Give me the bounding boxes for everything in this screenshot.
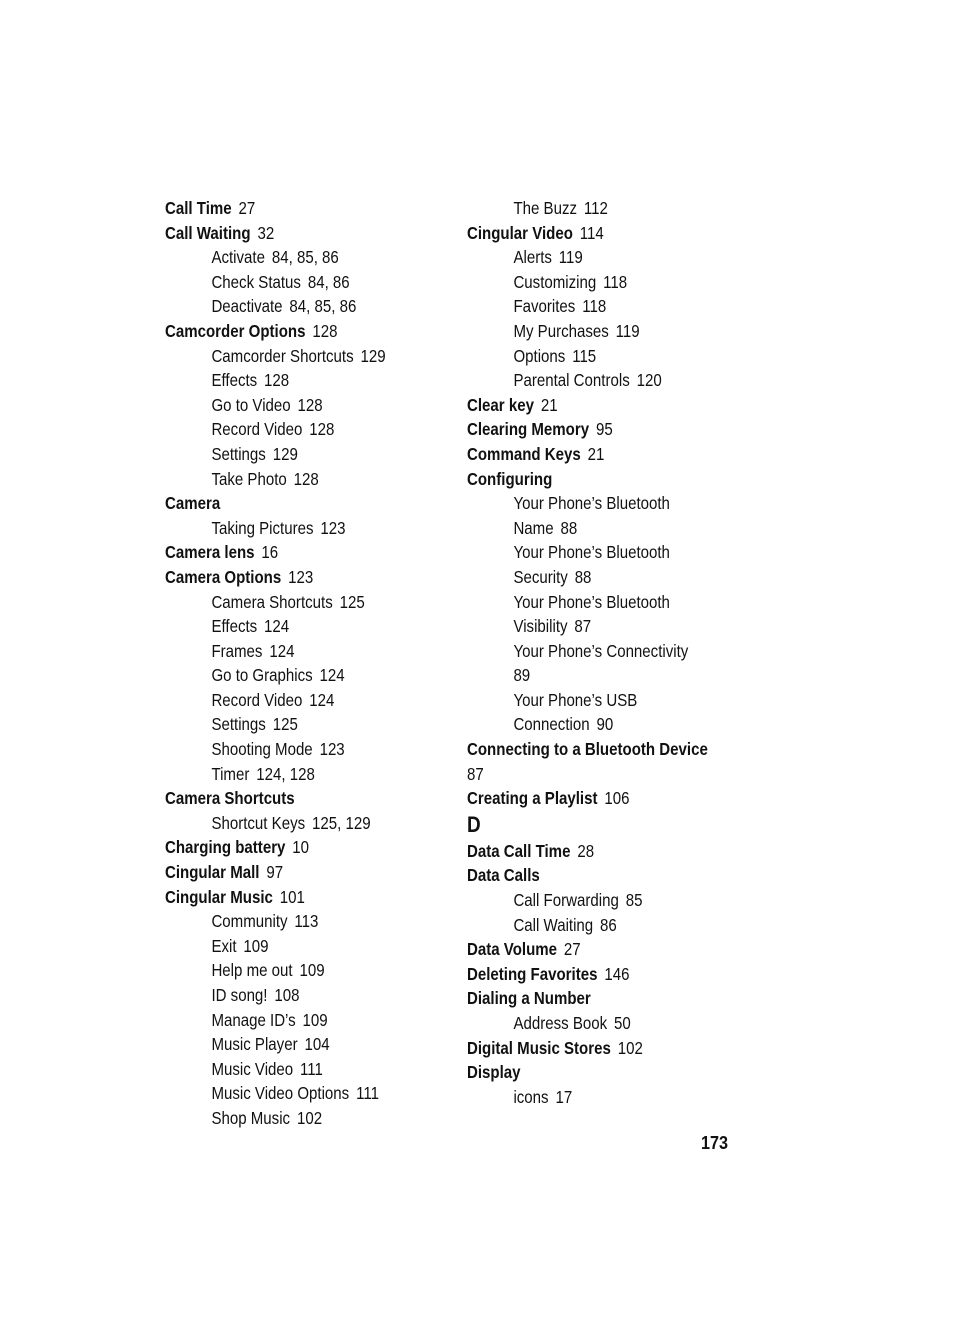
index-page-refs: 90	[596, 714, 614, 735]
index-page-refs: 10	[292, 837, 310, 858]
index-entry	[467, 393, 725, 418]
index-page-refs: 112	[583, 198, 608, 218]
index-term: Options	[513, 345, 566, 366]
index-term: Customizing	[513, 271, 597, 292]
index-term: Security	[513, 566, 568, 587]
index-term: icons	[513, 1086, 549, 1107]
index-term: Timer	[211, 763, 250, 784]
index-subentry	[467, 491, 725, 516]
index-subentry	[165, 983, 414, 1008]
index-page-refs: 114	[579, 222, 604, 243]
index-subentry	[467, 712, 725, 737]
index-page-refs: 109	[302, 1009, 328, 1030]
index-subentry	[165, 294, 414, 319]
index-subentry	[165, 245, 414, 270]
index-term: Effects	[211, 370, 258, 391]
index-subentry	[165, 442, 414, 467]
index-term: Your Phone’s Bluetooth	[513, 591, 670, 612]
index-page-refs: 111	[300, 1058, 323, 1079]
index-term: Music Video Options	[211, 1083, 350, 1104]
index-page-refs: 124	[264, 616, 290, 637]
index-subentry	[165, 368, 414, 393]
index-term: Call Time	[165, 198, 232, 218]
index-entry	[165, 196, 414, 221]
index-term: Deleting Favorites	[467, 963, 598, 984]
index-term: Favorites	[513, 296, 576, 317]
index-subentry	[165, 1106, 414, 1131]
index-subentry	[467, 1085, 725, 1110]
index-page-refs: 28	[577, 840, 595, 861]
index-subentry	[165, 614, 414, 639]
index-subentry	[467, 1011, 725, 1036]
index-term: 89	[513, 665, 531, 686]
index-term: Connecting to a Bluetooth Device	[467, 739, 708, 760]
index-page-refs: 101	[279, 886, 305, 907]
index-subentry	[165, 590, 414, 615]
index-term: Call Forwarding	[513, 890, 619, 911]
index-term: Your Phone’s Bluetooth	[513, 542, 670, 563]
index-term: The Buzz	[513, 198, 578, 218]
index-term: Camera	[165, 493, 221, 514]
index-page-refs: 84, 85, 86	[271, 247, 339, 268]
index-term: Connection	[513, 714, 590, 735]
index-term: Take Photo	[211, 468, 287, 489]
index-term: Music Player	[211, 1034, 298, 1055]
index-term: Call Waiting	[513, 914, 594, 935]
index-page-refs: 88	[560, 517, 578, 538]
index-entry	[467, 962, 725, 987]
index-column-right	[467, 196, 767, 1109]
index-subentry	[165, 811, 414, 836]
index-term: Data Volume	[467, 939, 558, 960]
index-entry	[467, 937, 725, 962]
index-term: Frames	[211, 640, 263, 661]
index-page-refs: 113	[294, 911, 319, 932]
index-subentry	[165, 344, 414, 369]
index-entry	[165, 540, 414, 565]
index-subentry	[165, 737, 414, 762]
index-term: 87	[467, 763, 484, 784]
index-page-refs: 115	[572, 345, 597, 366]
index-subentry	[165, 934, 414, 959]
index-entry	[165, 860, 414, 885]
index-subentry	[165, 712, 414, 737]
index-column-left	[165, 196, 455, 1131]
index-subentry	[467, 344, 725, 369]
index-subentry	[467, 590, 725, 615]
index-term: Settings	[211, 443, 266, 464]
index-entry	[467, 737, 725, 762]
index-term: Camera lens	[165, 542, 255, 563]
index-term: Manage ID’s	[211, 1009, 296, 1030]
index-term: Configuring	[467, 468, 553, 489]
index-term: Alerts	[513, 247, 552, 268]
index-entry	[165, 885, 414, 910]
index-page-refs: 125	[339, 591, 365, 612]
index-term: Creating a Playlist	[467, 788, 598, 809]
index-subentry	[165, 958, 414, 983]
index-subentry	[467, 639, 725, 664]
index-subentry	[165, 467, 414, 492]
index-page-refs: 109	[299, 960, 325, 981]
index-entry	[467, 839, 725, 864]
index-term: Visibility	[513, 616, 568, 637]
index-page-refs: 102	[296, 1107, 323, 1128]
index-entry	[467, 467, 725, 492]
index-page-refs: 146	[604, 963, 630, 984]
index-term: Camcorder Options	[165, 320, 306, 341]
index-page-refs: 32	[257, 222, 275, 243]
index-term: Dialing a Number	[467, 988, 591, 1009]
index-page-refs: 128	[264, 370, 290, 391]
index-page-refs: 128	[309, 419, 335, 440]
index-entry	[165, 319, 414, 344]
index-entry	[467, 986, 725, 1011]
index-entry	[165, 221, 414, 246]
index-subentry	[467, 270, 725, 295]
index-term: Your Phone’s Connectivity	[513, 640, 689, 661]
index-subentry	[467, 888, 725, 913]
index-subentry	[165, 1057, 414, 1082]
index-page-refs: 123	[288, 566, 314, 587]
index-term: Community	[211, 911, 288, 932]
index-entry	[165, 786, 414, 811]
index-page-refs: 97	[266, 862, 284, 883]
index-term: Deactivate	[211, 296, 283, 317]
index-entry	[165, 565, 414, 590]
index-subentry	[165, 393, 414, 418]
index-page-refs: 84, 86	[307, 271, 350, 292]
index-page-refs: 123	[320, 517, 346, 538]
index-term: Cingular Video	[467, 222, 573, 243]
index-subentry	[165, 909, 414, 934]
index-term: Data Calls	[467, 865, 540, 886]
index-subentry	[165, 639, 414, 664]
index-entry	[467, 221, 725, 246]
index-page-refs: 88	[574, 566, 592, 587]
index-term: Exit	[211, 935, 237, 956]
index-term: Shop Music	[211, 1107, 291, 1128]
index-term: Camera Shortcuts	[211, 591, 333, 612]
index-subentry	[165, 270, 414, 295]
index-term: Record Video	[211, 689, 303, 710]
index-page-refs: 50	[614, 1013, 631, 1033]
index-entry	[467, 863, 725, 888]
index-subentry	[165, 1032, 414, 1057]
index-term: Shooting Mode	[211, 739, 313, 760]
index-subentry	[467, 319, 725, 344]
index-page-refs: 118	[603, 271, 628, 292]
index-term: Go to Video	[211, 394, 291, 415]
index-entry	[467, 417, 725, 442]
index-subentry	[467, 368, 725, 393]
index-page-refs: 129	[360, 345, 386, 366]
index-subentry	[467, 614, 725, 639]
index-subentry	[467, 294, 725, 319]
index-page-refs: 118	[582, 296, 607, 317]
index-entry	[467, 1036, 725, 1061]
index-entry	[467, 786, 725, 811]
index-term: Data Call Time	[467, 840, 571, 861]
index-subentry	[165, 688, 414, 713]
index-page-refs: 21	[540, 394, 558, 415]
index-subentry	[165, 762, 414, 787]
index-term: Settings	[211, 714, 266, 735]
index-term: Display	[467, 1062, 521, 1083]
index-page-refs: 120	[636, 370, 662, 391]
index-page-refs: 95	[595, 419, 613, 440]
index-term: Clearing Memory	[467, 419, 590, 440]
index-subentry	[165, 1008, 414, 1033]
index-subentry	[467, 196, 725, 221]
index-term: D	[467, 811, 481, 837]
index-entry	[467, 1060, 725, 1085]
index-subentry	[467, 565, 725, 590]
index-page-refs: 123	[319, 739, 345, 760]
index-term: ID song!	[211, 985, 268, 1005]
index-page-refs: 106	[604, 788, 630, 809]
index-subentry	[467, 245, 725, 270]
index-page-refs: 125, 129	[312, 812, 371, 833]
index-term: Name	[513, 517, 554, 538]
index-term: Cingular Music	[165, 886, 273, 907]
index-entry	[467, 442, 725, 467]
index-page-refs: 21	[587, 443, 605, 464]
index-term: Effects	[211, 616, 258, 637]
index-letter-heading	[467, 811, 725, 839]
index-term: Your Phone’s USB	[513, 689, 638, 710]
index-term: Clear key	[467, 394, 534, 415]
page-number: 173	[701, 1133, 729, 1153]
index-entry	[165, 835, 414, 860]
index-term: Go to Graphics	[211, 665, 313, 686]
index-page-refs: 108	[274, 985, 300, 1005]
index-page-refs: 84, 85, 86	[289, 296, 357, 317]
index-page-refs: 111	[356, 1083, 379, 1104]
index-page-refs: 124	[319, 665, 345, 686]
index-term: Taking Pictures	[211, 517, 314, 538]
index-page-refs: 102	[617, 1037, 643, 1058]
index-page-refs: 17	[555, 1086, 573, 1107]
index-page-refs: 128	[293, 468, 319, 489]
index-page-refs: 85	[625, 890, 643, 911]
index-term: Address Book	[513, 1013, 608, 1033]
index-term: Camera Options	[165, 566, 282, 587]
index-term: Record Video	[211, 419, 303, 440]
index-page-refs: 27	[563, 939, 581, 960]
index-page-refs: 128	[312, 320, 338, 341]
index-term: Charging battery	[165, 837, 286, 858]
index-subentry	[165, 417, 414, 442]
index-subentry	[467, 663, 725, 688]
index-term: Command Keys	[467, 443, 581, 464]
index-page-refs: 119	[615, 320, 640, 341]
index-entry	[165, 491, 414, 516]
index-subentry	[467, 688, 725, 713]
index-term: Your Phone’s Bluetooth	[513, 493, 670, 514]
index-page-refs: 86	[600, 914, 617, 935]
index-subentry	[165, 1081, 414, 1106]
index-page-refs: 128	[297, 394, 323, 415]
index-subentry	[467, 913, 725, 938]
index-page-refs: 16	[261, 542, 279, 563]
index-term: My Purchases	[513, 320, 609, 341]
index-subentry	[467, 540, 725, 565]
index-page-refs: 129	[272, 443, 298, 464]
index-subentry	[165, 663, 414, 688]
index-term: Cingular Mall	[165, 862, 260, 883]
index-term: Shortcut Keys	[211, 812, 306, 833]
index-term: Parental Controls	[513, 370, 630, 391]
index-page-refs: 109	[243, 935, 269, 956]
index-page-refs: 87	[574, 616, 592, 637]
index-subentry	[467, 516, 725, 541]
index-term: Camera Shortcuts	[165, 788, 295, 809]
index-term: Music Video	[211, 1058, 294, 1079]
index-page-refs: 119	[558, 247, 583, 268]
index-page-refs: 124	[269, 640, 295, 661]
index-term: Call Waiting	[165, 222, 251, 243]
index-term: Check Status	[211, 271, 301, 292]
index-term: Activate	[211, 247, 265, 268]
index-page-refs: 104	[304, 1034, 330, 1055]
index-term: Camcorder Shortcuts	[211, 345, 354, 366]
index-entry	[467, 762, 725, 787]
index-term: Digital Music Stores	[467, 1037, 611, 1058]
index-subentry	[165, 516, 414, 541]
index-page-refs: 27	[238, 198, 256, 218]
index-page-refs: 124, 128	[256, 763, 315, 784]
index-page-refs: 125	[272, 714, 298, 735]
index-page-refs: 124	[309, 689, 335, 710]
index-term: Help me out	[211, 960, 293, 981]
